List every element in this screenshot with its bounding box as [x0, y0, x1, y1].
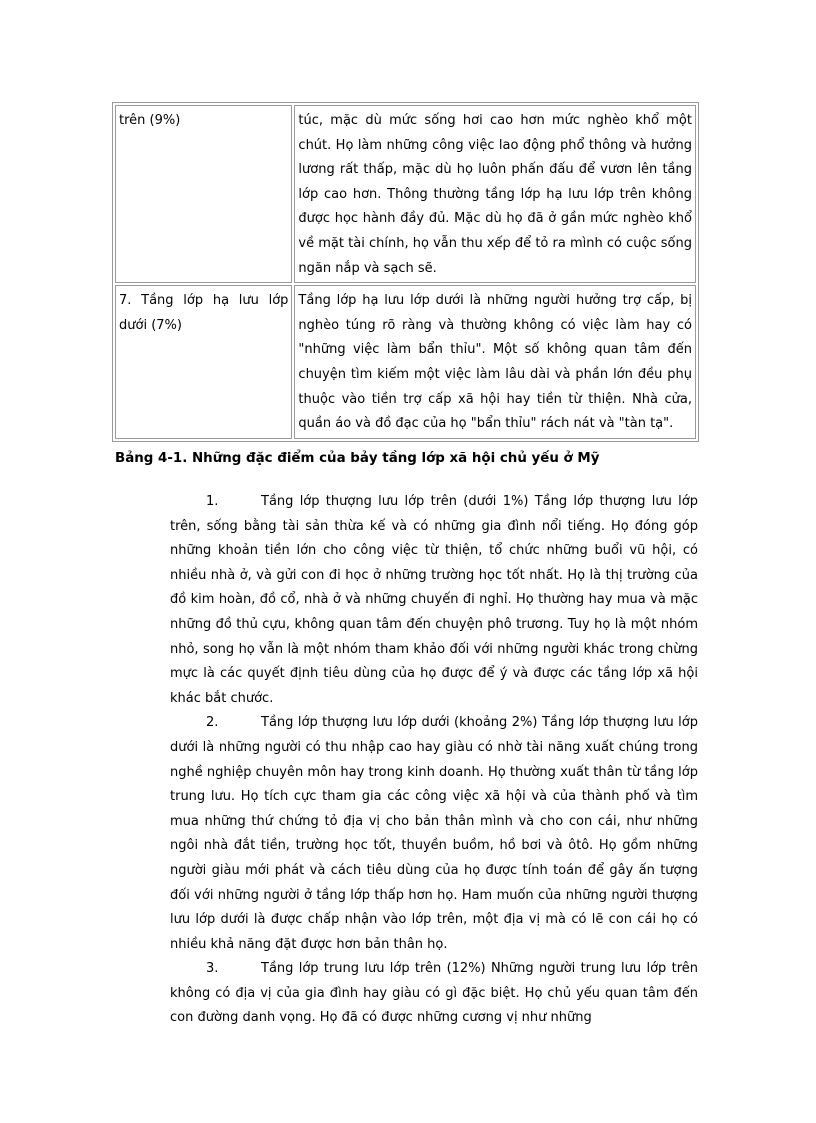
list-item [170, 490, 698, 711]
list-item [170, 711, 698, 957]
body-text [170, 490, 698, 1031]
item-number: 1. [206, 494, 219, 509]
class-description-cell: túc, mặc dù mức sống hơi cao hơn mức nghèo khổ một chút. Họ làm những công việc lao động phổ thông và hưởng lương rất thấp, mặc dù họ luôn phấn đấu để vươn lên tầng lớp cao hơn. Thông thường tầng lớp hạ lưu lớp trên không được học hành đầy đủ. Mặc dù họ đã ở gần mức nghèo khổ về mặt tài chính, họ vẫn thu xếp để tỏ ra mình có cuộc sống ngăn nắp và sạch sẽ. [294, 105, 696, 283]
class-label-cell: trên (9%) [115, 105, 292, 283]
item-text: Tầng lớp thượng lưu lớp dưới (khoảng 2%) Tầng lớp thượng lưu lớp dưới là những người có thu nhập cao hay giàu có nhờ tài năng xuất chúng trong nghề nghiệp chuyên môn hay trong kinh doanh. Họ thường xuất thân từ tầng lớp trung lưu. Họ tích cực tham gia các công việc xã hội và của thành phố và tìm mua những thứ chứng tỏ địa vị cho bản thân mình và cho con cái, như những ngôi nhà đắt tiền, trường học tốt, thuyền buồm, hồ bơi và ôtô. Họ gồm những người giàu mới phát và cách tiêu dùng của họ được tính toán để gây ấn tượng đối với những người ở tầng lớp thấp hơn họ. Ham muốn của những người thượng lưu lớp dưới là được chấp nhận vào lớp trên, một địa vị mà có lẽ con cái họ có nhiều khả năng đặt được hơn bản thân họ. [170, 715, 698, 952]
table-row [115, 285, 696, 439]
item-text: Tầng lớp thượng lưu lớp trên (dưới 1%) Tầng lớp thượng lưu lớp trên, sống bằng tài sản thừa kế và có những gia đình nổi tiếng. Họ đóng góp những khoản tiền lớn cho công việc từ thiện, tổ chức những buổi vũ hội, có nhiều nhà ở, và gửi con đi học ở những trường học tốt nhất. Họ là thị trường của đồ kim hoàn, đồ cổ, nhà ở và những chuyến đi nghỉ. Họ thường hay mua và mặc những đồ thủ cựu, không quan tâm đến chuyện phô trương. Tuy họ là một nhóm nhỏ, song họ vẫn là một nhóm tham khảo đối với những người khác trong chừng mực là các quyết định tiêu dùng của họ được để ý và được các tầng lớp xã hội khác bắt chước. [170, 494, 698, 706]
table-caption: Bảng 4-1. Những đặc điểm của bảy tầng lớp xã hội chủ yếu ở Mỹ [115, 451, 600, 466]
class-label-cell: 7. Tầng lớp hạ lưu lớp dưới (7%) [115, 285, 292, 439]
social-class-table [112, 102, 699, 442]
list-item [170, 957, 698, 1031]
item-number: 2. [206, 715, 219, 731]
item-number: 3. [206, 961, 219, 977]
class-description-cell: Tầng lớp hạ lưu lớp dưới là những người hưởng trợ cấp, bị nghèo túng rõ ràng và thường không có việc làm hay có "những việc làm bẩn thỉu". Một số không quan tâm đến chuyện tìm kiếm một việc làm lâu dài và phần lớn đều phụ thuộc vào tiền trợ cấp xã hội hay tiền từ thiện. Nhà cửa, quần áo và đồ đạc của họ "bẩn thỉu" rách nát và "tàn tạ". [294, 285, 696, 439]
item-text: Tầng lớp trung lưu lớp trên (12%) Những người trung lưu lớp trên không có địa vị của gia đình hay giàu có gì đặc biệt. Họ chủ yếu quan tâm đến con đường danh vọng. Họ đã có được những cương vị như những [170, 961, 698, 1026]
table-row [115, 105, 696, 283]
